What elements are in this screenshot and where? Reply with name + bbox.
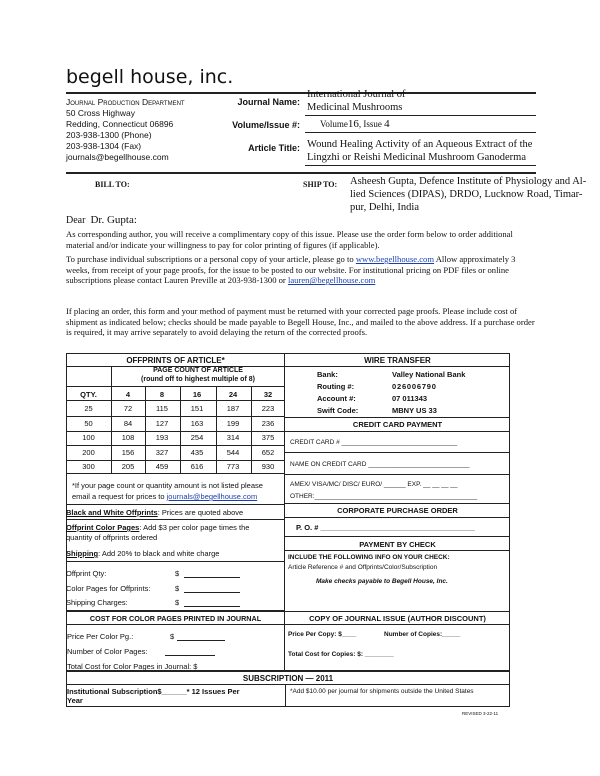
article-title-line-2: Lingzhi or Reishi Medicinal Mushroom Ganoderma xyxy=(307,152,526,163)
shipping-charges-input[interactable] xyxy=(184,606,240,607)
address-line-2: Redding, Connecticut 06896 xyxy=(66,119,174,129)
copy-title: COPY OF JOURNAL ISSUE (AUTHOR DISCOUNT) xyxy=(309,614,486,623)
offprint-qty-label: Offprint Qty: xyxy=(66,569,107,578)
card-other-field[interactable]: OTHER:_____________________________________________ xyxy=(290,493,478,500)
price-cell: 254 xyxy=(190,433,204,442)
email: journals@begellhouse.com xyxy=(66,152,169,162)
journals-email-link[interactable]: journals@begellhouse.com xyxy=(166,492,258,501)
phone: 203-938-1300 (Phone) xyxy=(66,130,152,140)
lauren-email-link[interactable]: lauren@begellhouse.com xyxy=(287,275,376,286)
routing-label: Routing #: xyxy=(317,382,355,391)
bw-offprints xyxy=(66,508,243,517)
price-cell: 199 xyxy=(226,418,240,428)
qty-cell: 200 xyxy=(82,447,95,457)
price-cell: 314 xyxy=(226,433,240,442)
fax: 203-938-1304 (Fax) xyxy=(66,141,142,151)
price-per-copy-field[interactable]: $____ xyxy=(338,631,357,638)
price-cell: 84 xyxy=(123,418,133,428)
bank-label: Bank: xyxy=(317,370,338,379)
color-offprints-text-2: quantity of offprints ordered xyxy=(66,533,158,542)
paragraph-2-b: Allow approximately 3 weeks, from receipt of your page proofs, for the issue to be posted to our website. For institutional pricing on PDF files or online subscriptions please contact Lauren Preville at 203-938-1300 or xyxy=(66,254,516,286)
price-cell: 223 xyxy=(261,404,275,413)
ship-to-line-1: Asheesh Gupta, Defence Institute of Physiology and Al- xyxy=(350,176,587,187)
price-cell: 151 xyxy=(190,404,204,413)
credit-card-name-field[interactable]: NAME ON CREDIT CARD ____________________________ xyxy=(290,461,470,468)
shipping-charges-label: Shipping Charges: xyxy=(66,598,128,607)
po-title: CORPORATE PURCHASE ORDER xyxy=(337,506,458,515)
page-count-title: PAGE COUNT OF ARTICLE xyxy=(153,367,243,374)
wire-title-rule xyxy=(285,366,510,367)
institutional-subscription-year: Year xyxy=(67,696,83,705)
price-cell: 544 xyxy=(226,447,240,457)
card-number-rule xyxy=(285,452,510,453)
page-count-header: 16 xyxy=(192,390,202,399)
paragraph-2-a: To purchase individual subscriptions or a personal copy of your article, please go to xyxy=(66,254,356,264)
check-bottom-rule xyxy=(285,611,510,612)
price-cell: 108 xyxy=(121,433,135,442)
address-line-1: 50 Cross Highway xyxy=(66,108,135,118)
price-cell: 616 xyxy=(190,462,204,471)
price-cell: 127 xyxy=(155,418,169,428)
price-cell: 236 xyxy=(261,418,275,428)
volume-issue-label: Volume/Issue #: xyxy=(232,120,300,130)
swift-label: Swift Code: xyxy=(317,406,359,415)
price-cell: 187 xyxy=(226,404,240,413)
salutation-word: Dear xyxy=(66,215,86,226)
account-value: 07 011343 xyxy=(392,394,428,403)
swift-value: MBNY US 33 xyxy=(392,406,437,415)
price-cell: 327 xyxy=(155,447,169,457)
shipping-text: : Add 20% to black and white charge xyxy=(98,549,220,558)
offprint-qty-dollar: $ xyxy=(175,569,180,578)
qty-cell: 100 xyxy=(82,433,95,442)
total-color-cost-label: Total Cost for Color Pages in Journal: $ xyxy=(67,662,198,671)
card-bottom-rule xyxy=(285,503,510,504)
issue-number: 4 xyxy=(384,118,390,130)
row-rule xyxy=(66,416,285,417)
shipping-charges-dollar: $ xyxy=(175,598,180,607)
page-count-header: 24 xyxy=(228,390,238,399)
price-cell: 72 xyxy=(123,404,133,413)
price-per-color-dollar: $ xyxy=(170,632,175,641)
journal-name-label: Journal Name: xyxy=(237,97,300,107)
article-title-line-1: Wound Healing Activity of an Aqueous Extract of the xyxy=(307,139,533,150)
credit-card-title: CREDIT CARD PAYMENT xyxy=(352,420,443,429)
subscription-divider xyxy=(285,684,286,707)
color-pages-offprints-input[interactable] xyxy=(184,592,240,593)
check-payable-note: Make checks payable to Begell House, Inc. xyxy=(316,578,448,585)
total-cost-copies-field[interactable]: Total Cost for Copies: $: ________ xyxy=(288,651,394,658)
bw-offprints-label: Black and White Offprints xyxy=(66,508,158,517)
ship-to-line-2: lied Sciences (DIPAS), DRDO, Lucknow Road, Timar- xyxy=(350,189,583,200)
po-bottom-rule xyxy=(285,536,510,537)
price-cell: 459 xyxy=(155,462,169,471)
recipient-name: Dr. Gupta: xyxy=(90,214,137,226)
table-head-rule xyxy=(66,386,285,387)
price-cell: 115 xyxy=(156,404,168,413)
note-rule xyxy=(66,504,285,505)
header-row-rule xyxy=(66,400,285,401)
color-journal-title: COST FOR COLOR PAGES PRINTED IN JOURNAL xyxy=(89,614,262,623)
offprint-qty-input[interactable] xyxy=(184,577,240,578)
article-title-label: Article Title: xyxy=(248,143,300,153)
price-cell: 435 xyxy=(190,447,204,457)
price-cell: 930 xyxy=(261,462,275,471)
price-per-copy xyxy=(288,631,356,638)
page-count-header: 32 xyxy=(263,390,273,399)
color-offprints-text: : Add $3 per color page times the xyxy=(139,523,250,532)
price-cell: 163 xyxy=(190,418,204,428)
price-per-copy-label: Price Per Copy: xyxy=(288,631,337,638)
price-cell: 193 xyxy=(155,433,169,442)
price-cell: 205 xyxy=(121,462,135,471)
issue-prefix: , Issue xyxy=(358,119,382,129)
paragraph-1: As corresponding author, you will receive a complimentary copy of this issue. Please use the order form below to order additional material and/or indicate your willingness to pay for color printing of figures (if applicable). xyxy=(66,229,513,250)
credit-card-title-rule xyxy=(285,431,510,432)
wire-title: WIRE TRANSFER xyxy=(364,356,431,365)
shipping-info xyxy=(66,549,219,558)
qty-header: QTY. xyxy=(80,390,97,399)
subscription-title: SUBSCRIPTION — 2011 xyxy=(242,674,334,683)
color-offprints xyxy=(66,523,249,532)
price-cell: 375 xyxy=(261,433,275,442)
article-title-underline xyxy=(305,165,536,166)
offprint-note-2-text: email a request for prices to xyxy=(72,492,167,501)
copy-title-rule xyxy=(285,624,510,625)
routing-value: 026006790 xyxy=(392,382,437,391)
price-per-color-label: Price Per Color Pg.: xyxy=(67,632,134,641)
row-rule xyxy=(66,460,285,461)
credit-card-number-field[interactable]: CREDIT CARD # ________________________________ xyxy=(290,439,458,446)
bill-to-label: BILL TO: xyxy=(95,180,130,189)
page-count-header: 8 xyxy=(159,390,165,399)
page-count-subtitle: (round off to highest multiple of 8) xyxy=(141,376,255,383)
bank-value: Valley National Bank xyxy=(392,370,466,379)
journal-name-line-1: International Journal of xyxy=(307,89,406,100)
company-name: begell house, inc. xyxy=(66,66,234,88)
row-rule xyxy=(66,431,285,432)
qty-cell: 50 xyxy=(84,418,93,428)
color-offprints-label: Offprint Color Pages xyxy=(66,523,140,532)
department: Journal Production Department xyxy=(66,97,185,107)
header-rule xyxy=(66,92,536,94)
address-rule xyxy=(66,172,536,174)
volume-underline xyxy=(305,132,536,133)
offprint-note-2 xyxy=(72,492,257,501)
number-of-copies-field[interactable]: Number of Copies:_____ xyxy=(384,631,461,638)
check-title-rule xyxy=(285,550,510,551)
paragraph-2 xyxy=(66,254,536,286)
website-link[interactable]: www.begellhouse.com xyxy=(355,254,435,264)
page-count-header: 4 xyxy=(125,390,131,399)
card-type-exp-field[interactable]: AMEX/ VISA/MC/ DISC/ EURO/ ______ EXP. __ __ __ __ xyxy=(290,481,458,488)
offprints-title: OFFPRINTS OF ARTICLE* xyxy=(126,356,225,365)
institutional-subscription-field[interactable]: Institutional Subscription$______* 12 Issues Per xyxy=(67,687,240,696)
price-cell: 652 xyxy=(261,447,275,457)
color-pages-offprints-dollar: $ xyxy=(175,584,180,593)
row-rule xyxy=(66,445,285,446)
po-number-field[interactable]: P. O. # _____________________________________ xyxy=(296,523,475,532)
journal-name-underline xyxy=(305,115,536,116)
ship-to-label: SHIP TO: xyxy=(303,180,338,189)
color-journal-title-rule xyxy=(66,624,285,625)
qty-cell: 300 xyxy=(82,462,95,471)
po-title-rule xyxy=(285,517,510,518)
paragraph-3: If placing an order, this form and your method of payment must be returned with your corrected page proofs. Please include cost of shipment as indicated below; checks should be made payable to Begell House, Inc., and mailed to the above address. If a purchase order is required, it may arrive separately to avoid delaying the return of the corrected proofs. xyxy=(66,306,535,338)
price-cell: 156 xyxy=(121,447,135,457)
card-name-rule xyxy=(285,474,510,475)
subscription-shipping-note: *Add $10.00 per journal for shipments outside the United States xyxy=(290,688,474,695)
offprint-note-1: *If your page count or quantity amount is not listed please xyxy=(72,481,263,490)
wire-bottom-rule xyxy=(285,417,510,418)
price-per-color-input[interactable] xyxy=(177,640,225,641)
check-title: PAYMENT BY CHECK xyxy=(359,540,436,549)
journal-name-line-2: Medicinal Mushrooms xyxy=(307,102,403,113)
color-pages-offprints-label: Color Pages for Offprints: xyxy=(66,584,151,593)
check-info-heading: INCLUDE THE FOLLOWING INFO ON YOUR CHECK: xyxy=(288,554,450,561)
account-label: Account #: xyxy=(317,394,356,403)
subscription-title-rule xyxy=(66,684,510,685)
volume-number: 16 xyxy=(347,118,359,130)
volume-prefix: Volume xyxy=(320,119,348,129)
price-cell: 773 xyxy=(226,462,240,471)
volume-issue-value xyxy=(320,118,390,130)
bw-rule xyxy=(66,519,285,520)
ship-to-line-3: pur, Delhi, India xyxy=(350,202,419,213)
qty-cell: 25 xyxy=(84,404,93,413)
number-color-pages-label: Number of Color Pages: xyxy=(67,647,148,656)
check-info-text: Article Reference # and Offprints/Color/Subscription xyxy=(288,564,438,571)
revised-date: REVISED 3-22-11 xyxy=(462,711,499,716)
shipping-label: Shipping xyxy=(66,549,99,558)
number-color-pages-input[interactable] xyxy=(165,655,215,656)
salutation xyxy=(66,214,137,226)
bw-offprints-text: : Prices are quoted above xyxy=(157,508,244,517)
shipping-rule xyxy=(66,561,285,562)
